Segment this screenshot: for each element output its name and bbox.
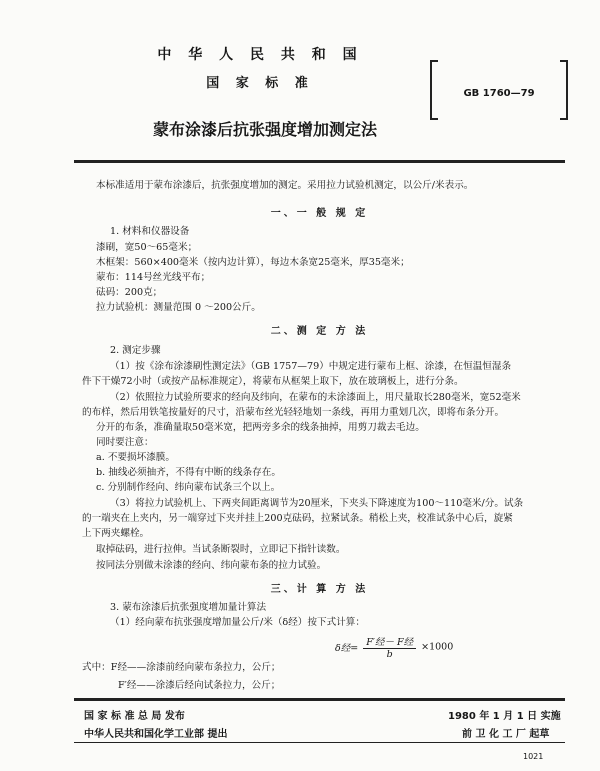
formula-where-line: 式中：F经——涂漆前经向蒙布条拉力，公斤； [82, 662, 281, 673]
document-title: 蒙布涂漆后抗张强度增加测定法 [152, 120, 377, 139]
section-2-line: 件下干燥72小时（或按产品标准规定），将蒙布从框架上取下，放在玻璃板上，进行分条。 [82, 376, 464, 387]
formula-fraction [363, 634, 416, 660]
footer-divider-top [74, 698, 565, 701]
standard-code: GB 1760—79 [463, 88, 535, 99]
formula-lhs: δ经= [335, 643, 359, 654]
section-1-line: 拉力试验机：测量范围 0 ～200公斤。 [96, 302, 261, 313]
section-2-heading: 二、测 定 方 法 [270, 326, 369, 337]
section-2-line: 上下两夹螺栓。 [82, 528, 150, 539]
section-2-line: 取掉砝码，进行拉伸。当试条断裂时，立即记下指针读数。 [96, 544, 346, 555]
formula-numerator: F′经－ F经 [363, 634, 416, 649]
section-2-line: 按同法分别做未涂漆的经向、纬向蒙布条的拉力试验。 [96, 560, 327, 571]
formula-rhs: ×1000 [421, 641, 454, 653]
tensile-formula [335, 634, 453, 660]
section-2-line: 同时要注意： [96, 437, 154, 448]
section-1-line: 蒙布：114号丝光线平布； [96, 272, 211, 283]
page-number: 1021 [523, 752, 544, 761]
section-2-line: （1）按《涂布涂漆刷性测定法》（GB 1757—79）中规定进行蒙布上框、涂漆，在恒温恒湿条 [110, 361, 512, 372]
section-2-line: 的一端夹在上夹内，另一端穿过下夹并挂上200克砝码，拉紧试条。稍松上夹，校准试条中心后，旋紧 [82, 513, 513, 524]
footer-drafted-by: 前 卫 化 工 厂 起草 [462, 729, 550, 740]
section-2-line: c. 分别制作经向、纬向蒙布试条三个以上。 [96, 482, 281, 493]
standard-code-box [430, 60, 568, 120]
section-2-line: 的布样，然后用铁笔按量好的尺寸，沿蒙布丝光轻轻地划一条线，再用力重划几次，即将布条分开。 [82, 407, 505, 418]
footer-effective-date: 1980 年 1 月 1 日 实施 [448, 711, 561, 722]
section-2-item: 2. 测定步骤 [110, 345, 161, 356]
section-2-line: a. 不要损坏漆膜。 [96, 452, 175, 463]
section-3-line: （1）经向蒙布抗张强度增加量公斤/米（δ经）按下式计算： [110, 617, 365, 628]
footer-proposed-by: 中华人民共和国化学工业部 提出 [84, 729, 228, 740]
section-1-line: 漆刷，宽50～65毫米； [96, 242, 198, 253]
header-national-standard: 国 家 标 准 [206, 76, 314, 91]
footer-issued-by: 国 家 标 准 总 局 发布 [84, 711, 185, 722]
section-3-item: 3. 蒙布涂漆后抗张强度增加量计算法 [110, 602, 267, 613]
formula-denominator: b [386, 649, 393, 660]
section-1-item: 1. 材料和仪器设备 [110, 226, 190, 237]
header-divider [74, 160, 565, 163]
header-country: 中 华 人 民 共 和 国 [157, 47, 363, 63]
intro-paragraph: 本标准适用于蒙布涂漆后，抗张强度增加的测定。采用拉力试验机测定，以公斤/米表示。 [96, 180, 474, 191]
formula-where-line: F′经——涂漆后经向试条拉力，公斤； [118, 680, 281, 691]
section-1-heading: 一、一 般 规 定 [270, 208, 369, 219]
section-1-line: 木框架：560×400毫米（按内边计算），每边木条宽25毫米，厚35毫米； [96, 257, 410, 268]
section-1-line: 砝码：200克； [96, 287, 163, 298]
section-2-line: （2）依照拉力试验所要求的经向及纬向，在蒙布的未涂漆面上，用尺量取长280毫米，宽52毫米 [110, 392, 521, 403]
section-2-line: 分开的布条，准确量取50毫米宽，把两旁多余的线条抽掉，用剪刀裁去毛边。 [96, 422, 425, 433]
section-2-line: b. 抽线必须抽齐，不得有中断的线条存在。 [96, 467, 281, 478]
section-3-heading: 三、计 算 方 法 [270, 584, 369, 595]
footer-divider-bottom [74, 742, 565, 743]
section-2-line: （3）将拉力试验机上、下两夹间距离调节为20厘米，下夹头下降速度为100～110毫米/分。试条 [110, 498, 524, 509]
